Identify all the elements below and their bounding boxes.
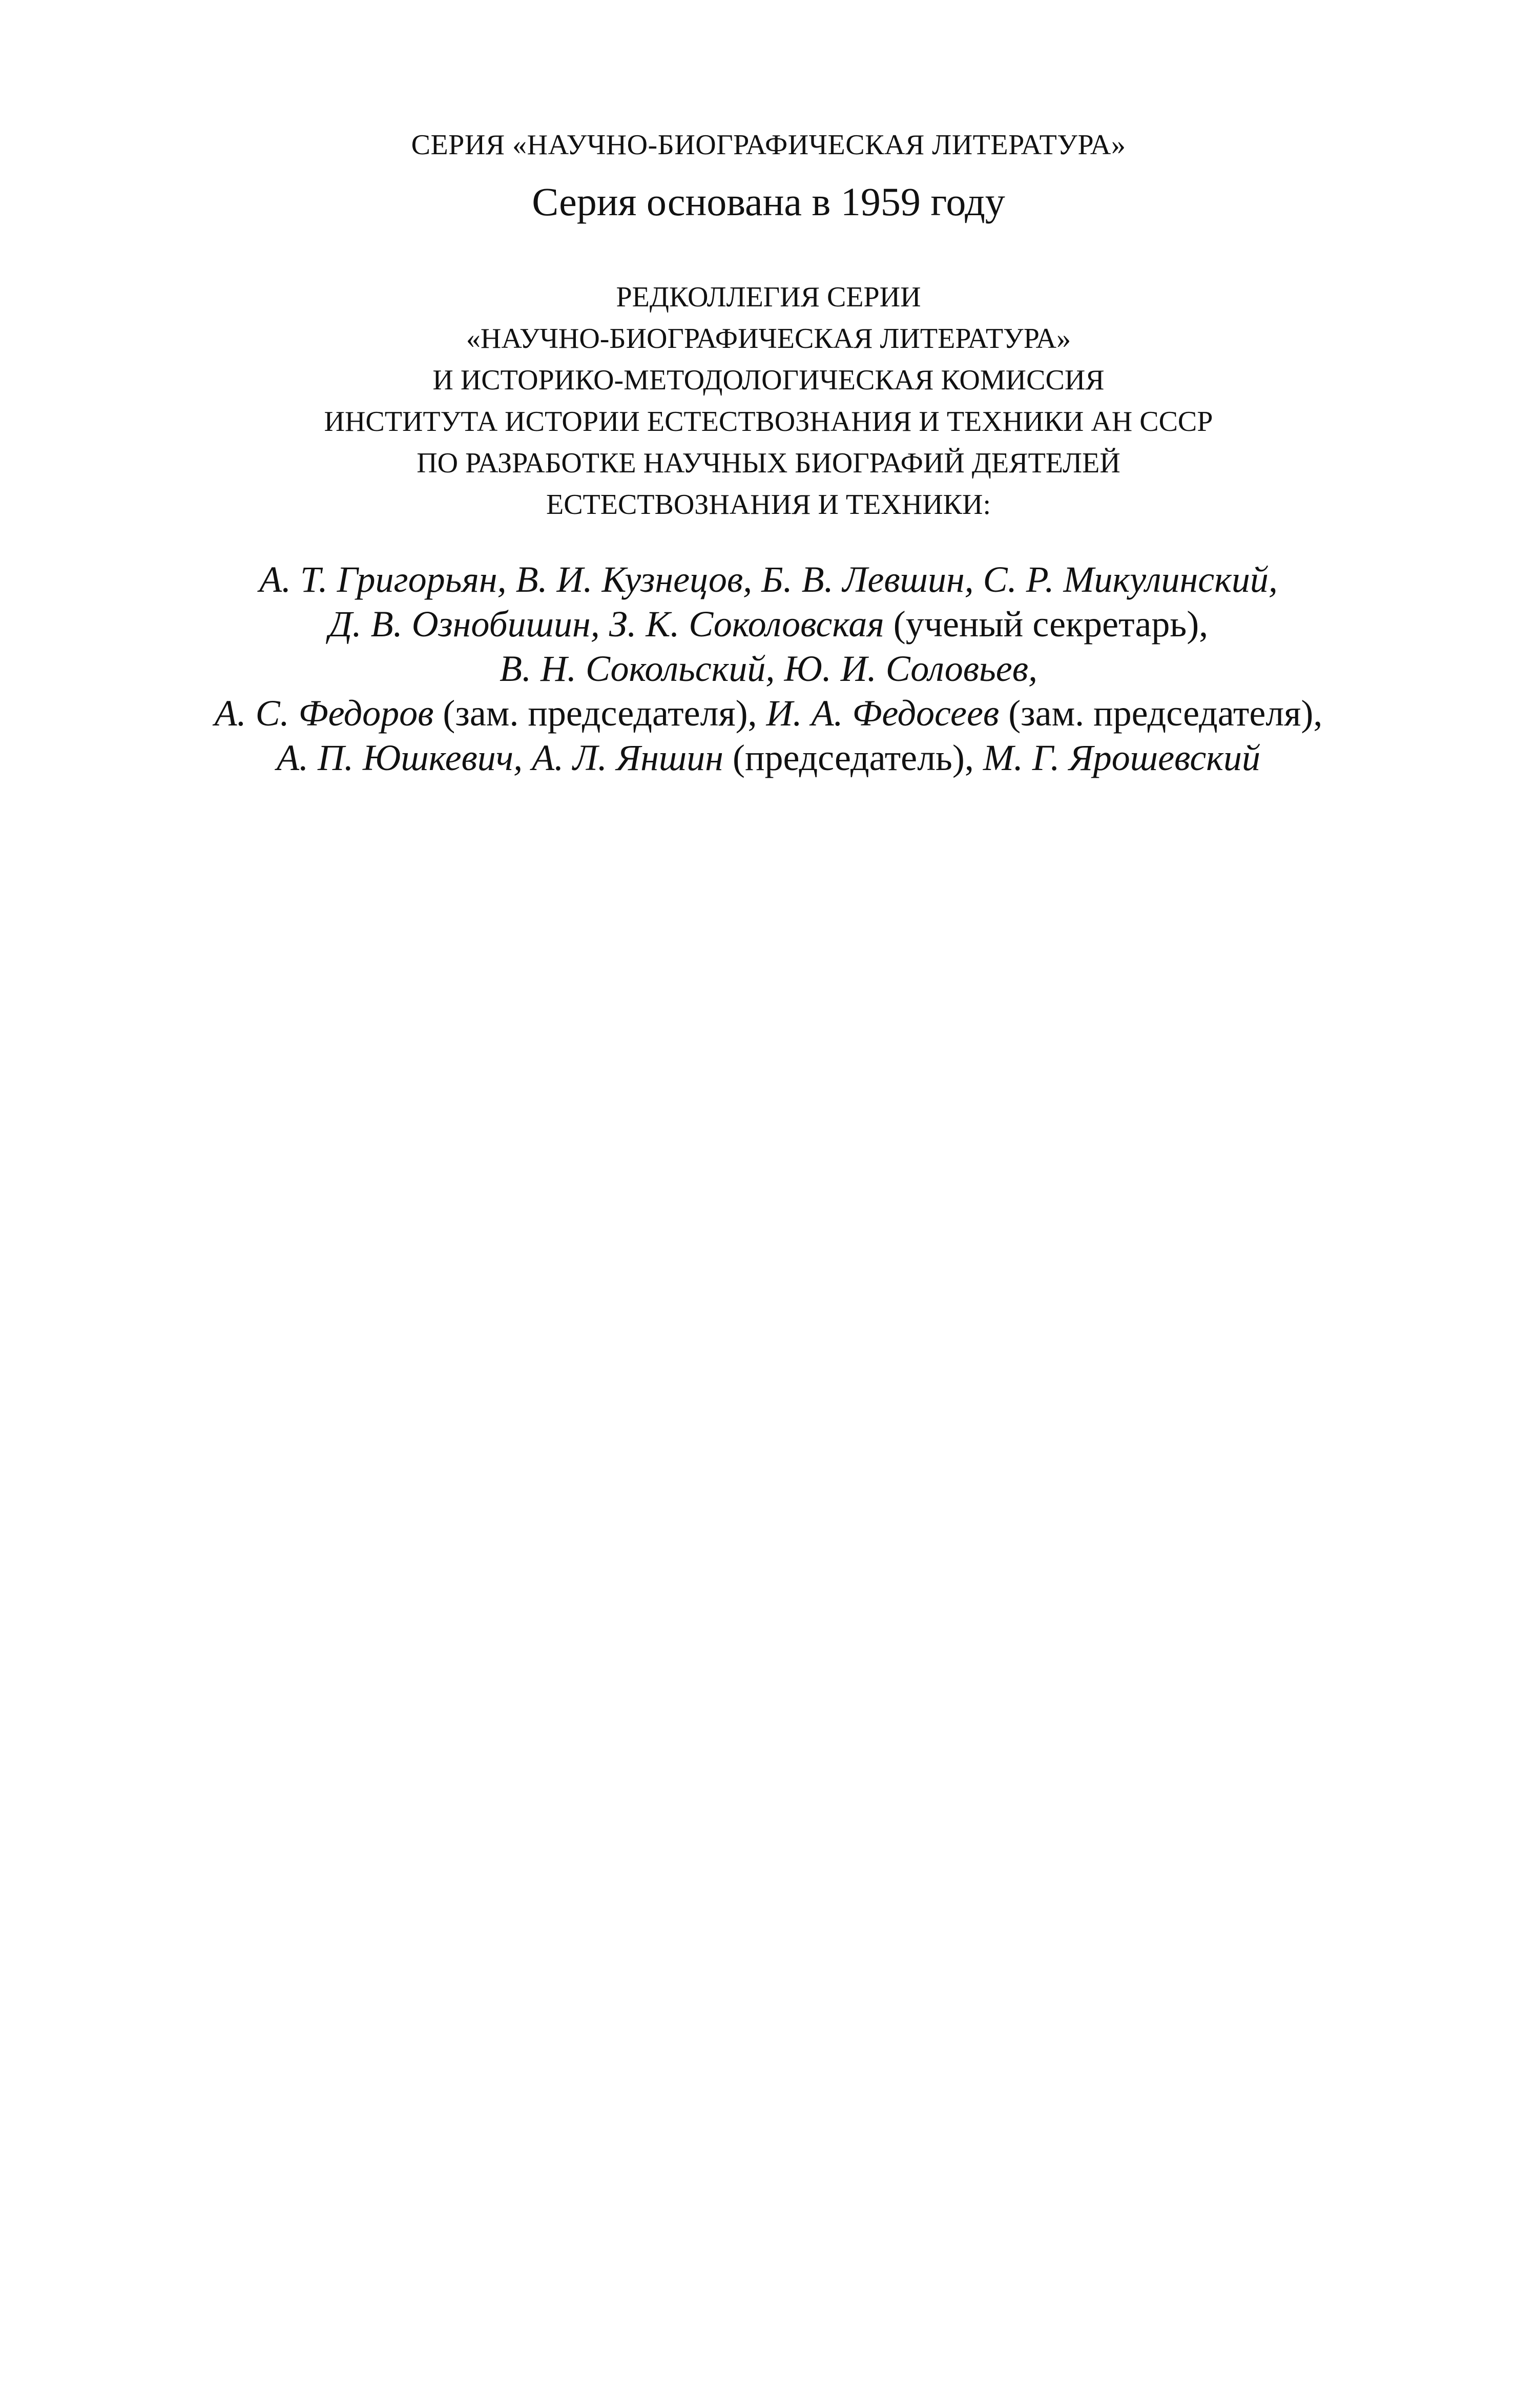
member-name: Б. В. Левшин, <box>761 559 974 600</box>
member-name: В. Н. Сокольский, <box>500 648 775 689</box>
members-line-2 <box>0 602 1537 647</box>
editorial-board-heading <box>0 277 1537 526</box>
member-name: М. Г. Ярошевский <box>983 737 1260 778</box>
member-role: (председатель), <box>732 737 974 778</box>
member-name: В. И. Кузнецов, <box>515 559 753 600</box>
member-name: Д. В. Ознобишин, <box>328 604 600 645</box>
member-name: А. Л. Яншин <box>532 737 723 778</box>
member-role: (зам. председателя), <box>1008 693 1323 734</box>
member-name: А. С. Федоров <box>214 693 434 734</box>
members-line-5 <box>0 736 1537 780</box>
members-line-3 <box>0 647 1537 691</box>
members-line-1 <box>0 557 1537 602</box>
member-role: (зам. председателя), <box>443 693 757 734</box>
board-heading-line-4: ИНСТИТУТА ИСТОРИИ ЕСТЕСТВОЗНАНИЯ И ТЕХНИКИ АН СССР <box>324 406 1213 438</box>
board-heading-line-3: И ИСТОРИКО-МЕТОДОЛОГИЧЕСКАЯ КОМИССИЯ <box>432 364 1105 396</box>
member-name: Ю. И. Соловьев, <box>784 648 1037 689</box>
board-heading-line-2: «НАУЧНО-БИОГРАФИЧЕСКАЯ ЛИТЕРАТУРА» <box>466 323 1071 355</box>
board-heading-line-5: ПО РАЗРАБОТКЕ НАУЧНЫХ БИОГРАФИЙ ДЕЯТЕЛЕЙ <box>417 447 1120 479</box>
member-name: А. П. Юшкевич, <box>277 737 523 778</box>
series-founded-line: Серия основана в 1959 году <box>532 179 1005 224</box>
member-name: З. К. Соколовская <box>609 604 884 645</box>
members-line-4 <box>0 691 1537 736</box>
board-members-list <box>0 557 1537 780</box>
board-heading-line-6: ЕСТЕСТВОЗНАНИЯ И ТЕХНИКИ: <box>546 489 991 521</box>
series-title: СЕРИЯ «НАУЧНО-БИОГРАФИЧЕСКАЯ ЛИТЕРАТУРА» <box>411 129 1126 161</box>
member-name: А. Т. Григорьян, <box>259 559 507 600</box>
member-role: (ученый секретарь), <box>893 604 1209 645</box>
member-name: И. А. Федосеев <box>766 693 1000 734</box>
board-heading-line-1: РЕДКОЛЛЕГИЯ СЕРИИ <box>616 281 921 313</box>
member-name: С. Р. Микулинский, <box>983 559 1278 600</box>
